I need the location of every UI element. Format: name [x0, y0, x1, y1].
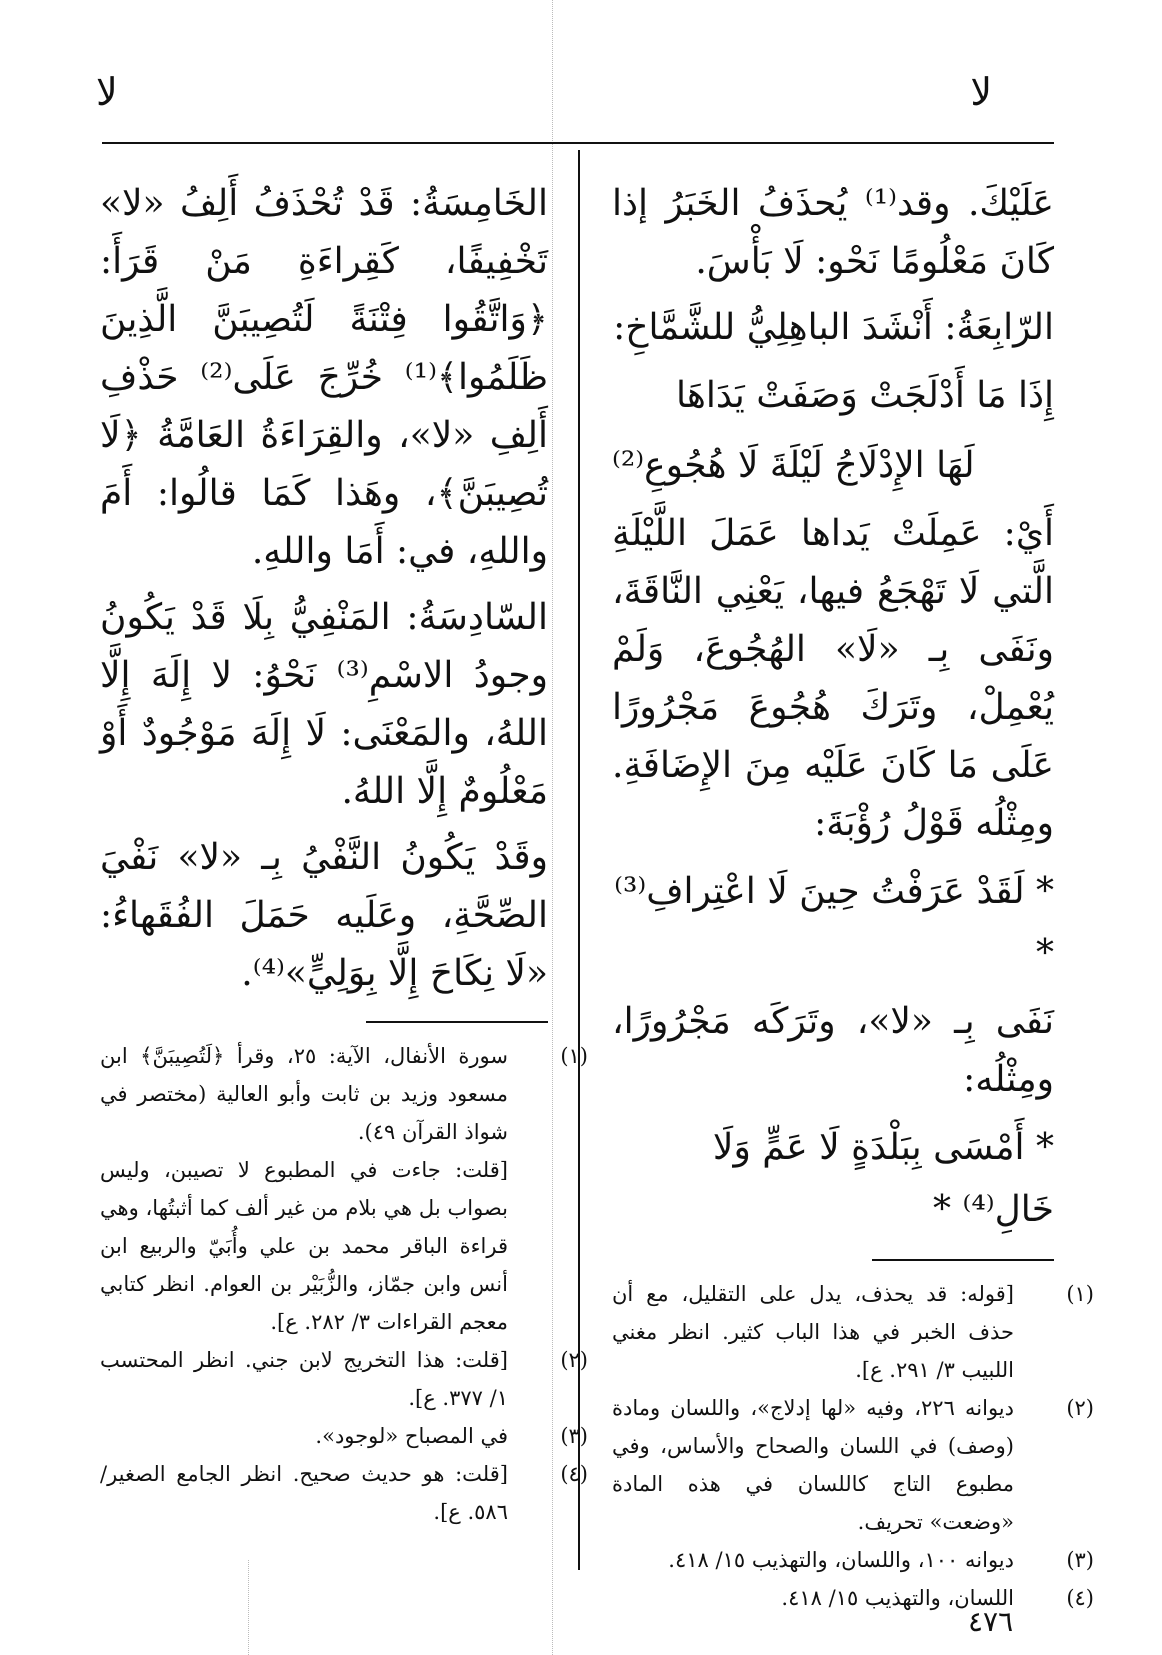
footnote-number: (٤)	[560, 1462, 588, 1486]
left-footnotes	[100, 1037, 588, 1531]
footnote-number: (٢)	[560, 1348, 588, 1372]
header-rule	[102, 142, 1054, 144]
paragraph: أَيْ: عَمِلَتْ يَداها عَمَلَ اللَّيْلَةِ الَّتي لَا تَهْجَعُ فيها، يَعْنِي النَّاقَةَ، ونَفَى بِـ «لَا» الهُجُوعَ، وَلَمْ يُعْمِلْ، وتَرَكَ هُجُوعَ مَجْرُورًا عَلَى مَا كَانَ عَلَيْه مِنَ الإِضَافَةِ. ومِثْلُه قَوْلُ رُؤْبَةَ:	[612, 513, 1054, 844]
verse-line: * أَمْسَى بِبَلْدَةٍ لَا عَمٍّ وَلَا خَالِ⁽⁴⁾ *	[712, 1127, 1054, 1230]
footnote-text: سورة الأنفال، الآية: ٢٥، وقرأ ﴿لَتُصِيبَنَّ﴾ ابن مسعود وزيد بن ثابت وأبو العالية (مختصر في شواذ القرآن ٤٩).	[100, 1044, 508, 1144]
footnote-text: في المصباح «لوجود».	[315, 1424, 508, 1448]
right-main-text-2	[612, 505, 1054, 853]
verse-line: لَهَا الإِدْلَاجُ لَيْلَةَ لَا هُجُوعِ⁽²⁾	[612, 445, 975, 486]
paragraph: الرّابِعَةُ: أَنْشَدَ الباهِلِيُّ للشَّمَّاخِ:	[613, 307, 1054, 348]
footnote-number: (٣)	[560, 1424, 588, 1448]
footnote	[612, 1541, 1094, 1579]
footnote-rule	[366, 1021, 548, 1023]
paragraph: عَلَيْكَ. وقد⁽¹⁾ يُحذَفُ الخَبَرُ إذا كَانَ مَعْلُومًا نَحْو: لَا بَأْسَ.	[612, 183, 1054, 282]
footnote	[100, 1037, 588, 1151]
footnote	[100, 1341, 588, 1417]
footnote	[100, 1151, 548, 1341]
paragraph: نَفَى بِـ «لا»، وتَرَكَه مَجْرُورًا، ومِثْلُه:	[612, 1001, 1054, 1100]
scan-dotted-line	[248, 1560, 249, 1655]
footnote-text: [قلت: جاءت في المطبوع لا تصيبن، وليس بصواب بل هي بلام من غير ألف كما أثبتُها، وهي قراءة الباقر محمد بن علي وأُبَيّ والربيع ابن أنس وابن جمّاز، والزُّبَيْر بن العوام. انظر كتابي معجم القراءات ٣/ ٢٨٢. ع].	[100, 1158, 508, 1334]
footnote-number: (١)	[560, 1044, 588, 1068]
paragraph: الخَامِسَةُ: قَدْ تُحْذَفُ أَلِفُ «لا» تَخْفِيفًا، كَقِراءَةِ مَنْ قَرَأَ: ﴿وَاتَّقُوا فِتْنَةً لَتُصِيبَنَّ الَّذِينَ ظَلَمُوا﴾⁽¹⁾ خُرِّجَ عَلَى⁽²⁾ حَذْفِ أَلِفِ «لا»، والقِرَاءَةُ العَامَّةُ ﴿لَا تُصِيبَنَّ﴾، وهَذا كَمَا قالُوا: أَمَ واللهِ، في: أَمَا واللهِ.	[100, 183, 548, 572]
footnote-number: (١)	[1066, 1282, 1094, 1306]
footnote	[100, 1455, 588, 1531]
right-column	[612, 175, 1094, 1617]
footnote	[612, 1389, 1094, 1541]
footnote-text: ديوانه ٢٢٦، وفيه «لها إدلاج»، واللسان ومادة (وصف) في اللسان والصحاح والأساس، وفي مطبوع التاج كاللسان في هذه المادة «وضعت» تحريف.	[612, 1396, 1014, 1534]
footnote-number: (٣)	[1066, 1548, 1094, 1572]
verse-line: إِذَا مَا أَدْلَجَتْ وَصَفَتْ يَدَاهَا	[675, 375, 1054, 416]
footnote-text: اللسان، والتهذيب ١٥/ ٤١٨.	[781, 1586, 1014, 1610]
right-main-text	[612, 175, 1054, 357]
footnote	[100, 1417, 588, 1455]
footnote-number: (٢)	[1066, 1396, 1094, 1420]
footnote-rule	[872, 1259, 1054, 1261]
paragraph: وقَدْ يَكُونُ النَّفْيُ بِـ «لا» نَفْيَ الصِّحَّةِ، وعَلَيه حَمَلَ الفُقَهاءُ: «لَا نِكَاحَ إِلَّا بِوَلِيٍّ»⁽⁴⁾.	[100, 837, 548, 994]
footnote-text: ديوانه ١٠٠، واللسان، والتهذيب ١٥/ ٤١٨.	[668, 1548, 1014, 1572]
left-main-text	[100, 175, 548, 1003]
footnote	[612, 1275, 1094, 1389]
right-footnotes	[612, 1275, 1094, 1617]
footnote-text: [قلت: هو حديث صحيح. انظر الجامع الصغير/ ٥٨٦. ع].	[100, 1462, 508, 1524]
verse-line: * لَقَدْ عَرَفْتُ حِينَ لَا اعْتِرافِ⁽³⁾ *	[614, 871, 1054, 974]
page-number: ٤٧٦	[968, 1605, 1014, 1638]
running-header-right: لا	[970, 70, 992, 114]
left-column	[100, 175, 588, 1531]
running-header-left: لا	[96, 70, 118, 114]
footnote-text: [قلت: هذا التخريج لابن جني. انظر المحتسب ١/ ٣٧٧. ع].	[100, 1348, 508, 1410]
footnote-number: (٤)	[1066, 1586, 1094, 1610]
paragraph: السّادِسَةُ: المَنْفِيُّ بِلَا قَدْ يَكُونُ وجودُ الاسْمِ⁽³⁾ نَحْوُ: لا إِلَهَ إِلَّا اللهُ، والمَعْنَى: لَا إِلَهَ مَوْجُودٌ أَوْ مَعْلُومٌ إِلَّا اللهُ.	[100, 597, 548, 812]
footnote-text: [قوله: قد يحذف، يدل على التقليل، مع أن حذف الخبر في هذا الباب كثير. انظر مغني اللبيب ٣/ ٢٩١. ع].	[612, 1282, 1014, 1382]
right-main-text-3	[612, 993, 1054, 1109]
scan-dotted-line	[552, 0, 553, 1655]
